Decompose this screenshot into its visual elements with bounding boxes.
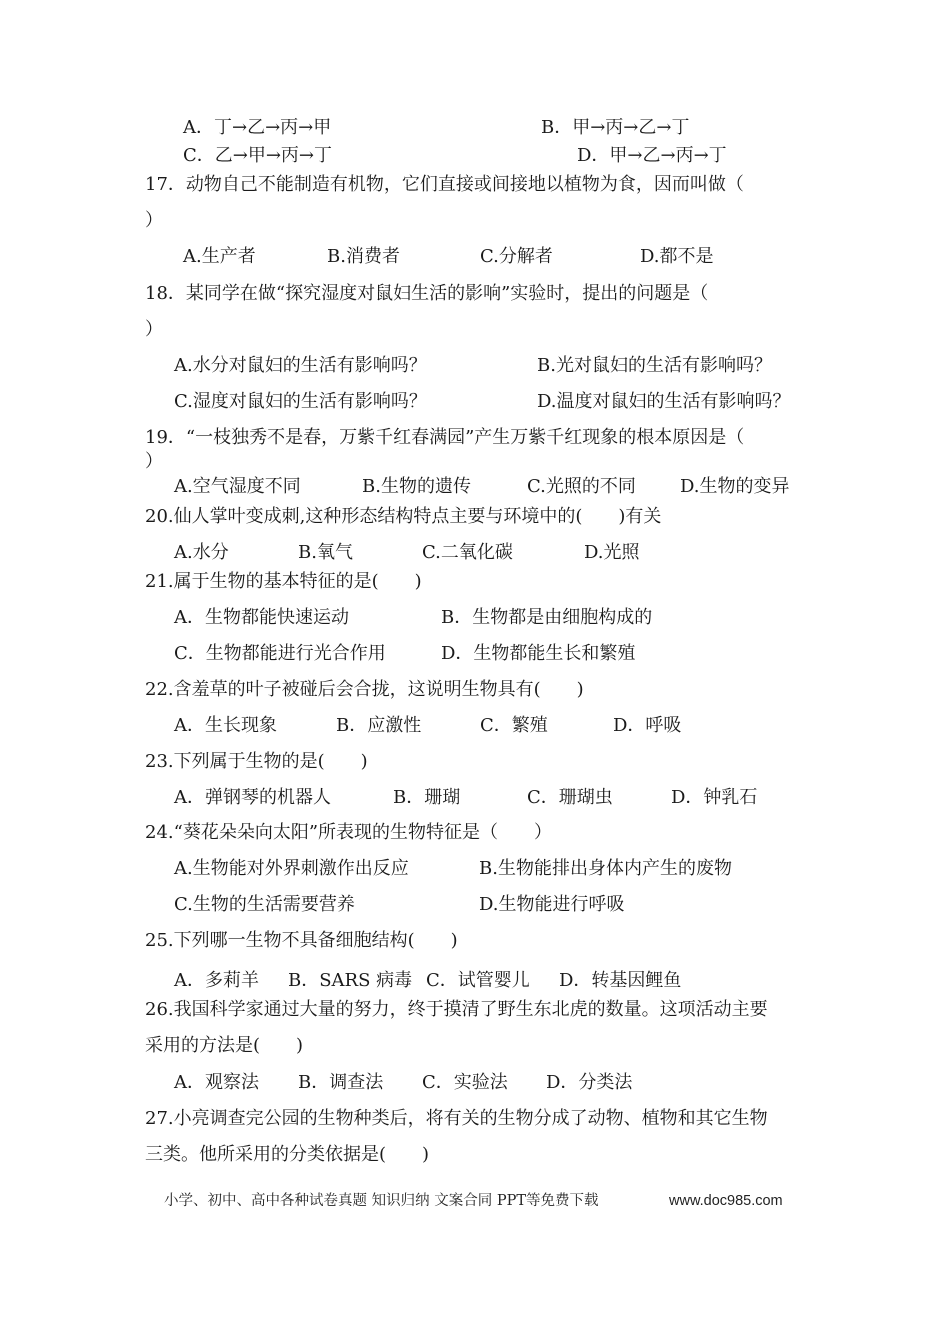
q19-stem: 19．“一枝独秀不是春，万紫千红春满园”产生万紫千红现象的根本原因是（ bbox=[145, 427, 745, 448]
q18-option-c: C.湿度对鼠妇的生活有影响吗？ bbox=[174, 391, 427, 412]
q16-option-a: A．丁→乙→丙→甲 bbox=[183, 117, 332, 138]
q17-option-d: D.都不是 bbox=[640, 246, 714, 267]
q16-option-c: C．乙→甲→丙→丁 bbox=[183, 145, 333, 166]
footer-url[interactable]: www.doc985.com bbox=[669, 1193, 783, 1209]
q22-option-c: C．繁殖 bbox=[480, 715, 548, 736]
q19-option-a: A.空气湿度不同 bbox=[174, 476, 301, 497]
q25-option-b: B．SARS 病毒 bbox=[288, 970, 413, 991]
q26-stem-cont: 采用的方法是( ) bbox=[145, 1035, 304, 1056]
q21-option-d: D．生物都能生长和繁殖 bbox=[441, 643, 636, 664]
q23-option-c: C．珊瑚虫 bbox=[527, 787, 613, 808]
q25-option-a: A．多莉羊 bbox=[174, 970, 259, 991]
q19-option-d: D.生物的变异 bbox=[680, 476, 790, 497]
q20-stem: 20.仙人掌叶变成刺,这种形态结构特点主要与环境中的( )有关 bbox=[145, 506, 662, 527]
footer-text: 小学、初中、高中各种试卷真题 知识归纳 文案合同 PPT等免费下载 bbox=[164, 1193, 599, 1209]
q19-stem-end: ） bbox=[145, 451, 163, 472]
q22-option-b: B．应激性 bbox=[336, 715, 422, 736]
q18-stem-end: ） bbox=[145, 319, 163, 340]
q17-option-c: C.分解者 bbox=[480, 246, 553, 267]
q24-option-d: D.生物能进行呼吸 bbox=[479, 894, 625, 915]
q21-option-c: C．生物都能进行光合作用 bbox=[174, 643, 386, 664]
q18-option-a: A.水分对鼠妇的生活有影响吗？ bbox=[174, 355, 427, 376]
q22-option-d: D．呼吸 bbox=[613, 715, 682, 736]
q23-option-d: D．钟乳石 bbox=[671, 787, 758, 808]
q18-option-d: D.温度对鼠妇的生活有影响吗？ bbox=[537, 391, 791, 412]
q17-option-a: A.生产者 bbox=[183, 246, 256, 267]
q16-option-b: B．甲→丙→乙→丁 bbox=[541, 117, 690, 138]
q23-stem: 23.下列属于生物的是( ) bbox=[145, 751, 368, 772]
q19-option-b: B.生物的遗传 bbox=[362, 476, 471, 497]
q23-option-a: A．弹钢琴的机器人 bbox=[174, 787, 331, 808]
q17-stem: 17．动物自己不能制造有机物，它们直接或间接地以植物为食，因而叫做（ bbox=[145, 174, 744, 195]
q22-option-a: A．生长现象 bbox=[174, 715, 277, 736]
q21-stem: 21.属于生物的基本特征的是( ) bbox=[145, 571, 422, 592]
q21-option-b: B．生物都是由细胞构成的 bbox=[441, 607, 653, 628]
q27-stem: 27.小亮调查完公园的生物种类后，将有关的生物分成了动物、植物和其它生物 bbox=[145, 1108, 768, 1129]
q24-option-b: B.生物能排出身体内产生的废物 bbox=[479, 858, 732, 879]
q26-option-a: A．观察法 bbox=[174, 1072, 259, 1093]
q17-stem-end: ） bbox=[145, 210, 163, 231]
q27-stem-cont: 三类。他所采用的分类依据是( ) bbox=[145, 1144, 430, 1165]
q18-stem: 18．某同学在做“探究湿度对鼠妇生活的影响”实验时，提出的问题是（ bbox=[145, 283, 709, 304]
q18-option-b: B.光对鼠妇的生活有影响吗？ bbox=[537, 355, 772, 376]
q20-option-b: B.氧气 bbox=[298, 542, 353, 563]
q26-stem: 26.我国科学家通过大量的努力，终于摸清了野生东北虎的数量。这项活动主要 bbox=[145, 999, 768, 1020]
q22-stem: 22.含羞草的叶子被碰后会合拢，这说明生物具有( ) bbox=[145, 679, 584, 700]
q24-option-a: A.生物能对外界刺激作出反应 bbox=[174, 858, 409, 879]
q23-option-b: B．珊瑚 bbox=[393, 787, 461, 808]
q21-option-a: A．生物都能快速运动 bbox=[174, 607, 349, 628]
q25-stem: 25.下列哪一生物不具备细胞结构( ) bbox=[145, 930, 458, 951]
q17-option-b: B.消费者 bbox=[327, 246, 400, 267]
q26-option-b: B．调查法 bbox=[298, 1072, 384, 1093]
q25-option-c: C．试管婴儿 bbox=[426, 970, 530, 991]
q26-option-c: C．实验法 bbox=[422, 1072, 508, 1093]
q24-stem: 24.“葵花朵朵向太阳”所表现的生物特征是（ ） bbox=[145, 822, 553, 843]
q24-option-c: C.生物的生活需要营养 bbox=[174, 894, 355, 915]
q20-option-d: D.光照 bbox=[584, 542, 640, 563]
q16-option-d: D．甲→乙→丙→丁 bbox=[577, 145, 727, 166]
q20-option-a: A.水分 bbox=[174, 542, 229, 563]
q19-option-c: C.光照的不同 bbox=[527, 476, 636, 497]
q20-option-c: C.二氧化碳 bbox=[422, 542, 513, 563]
q25-option-d: D．转基因鲤鱼 bbox=[559, 970, 682, 991]
q26-option-d: D．分类法 bbox=[546, 1072, 633, 1093]
